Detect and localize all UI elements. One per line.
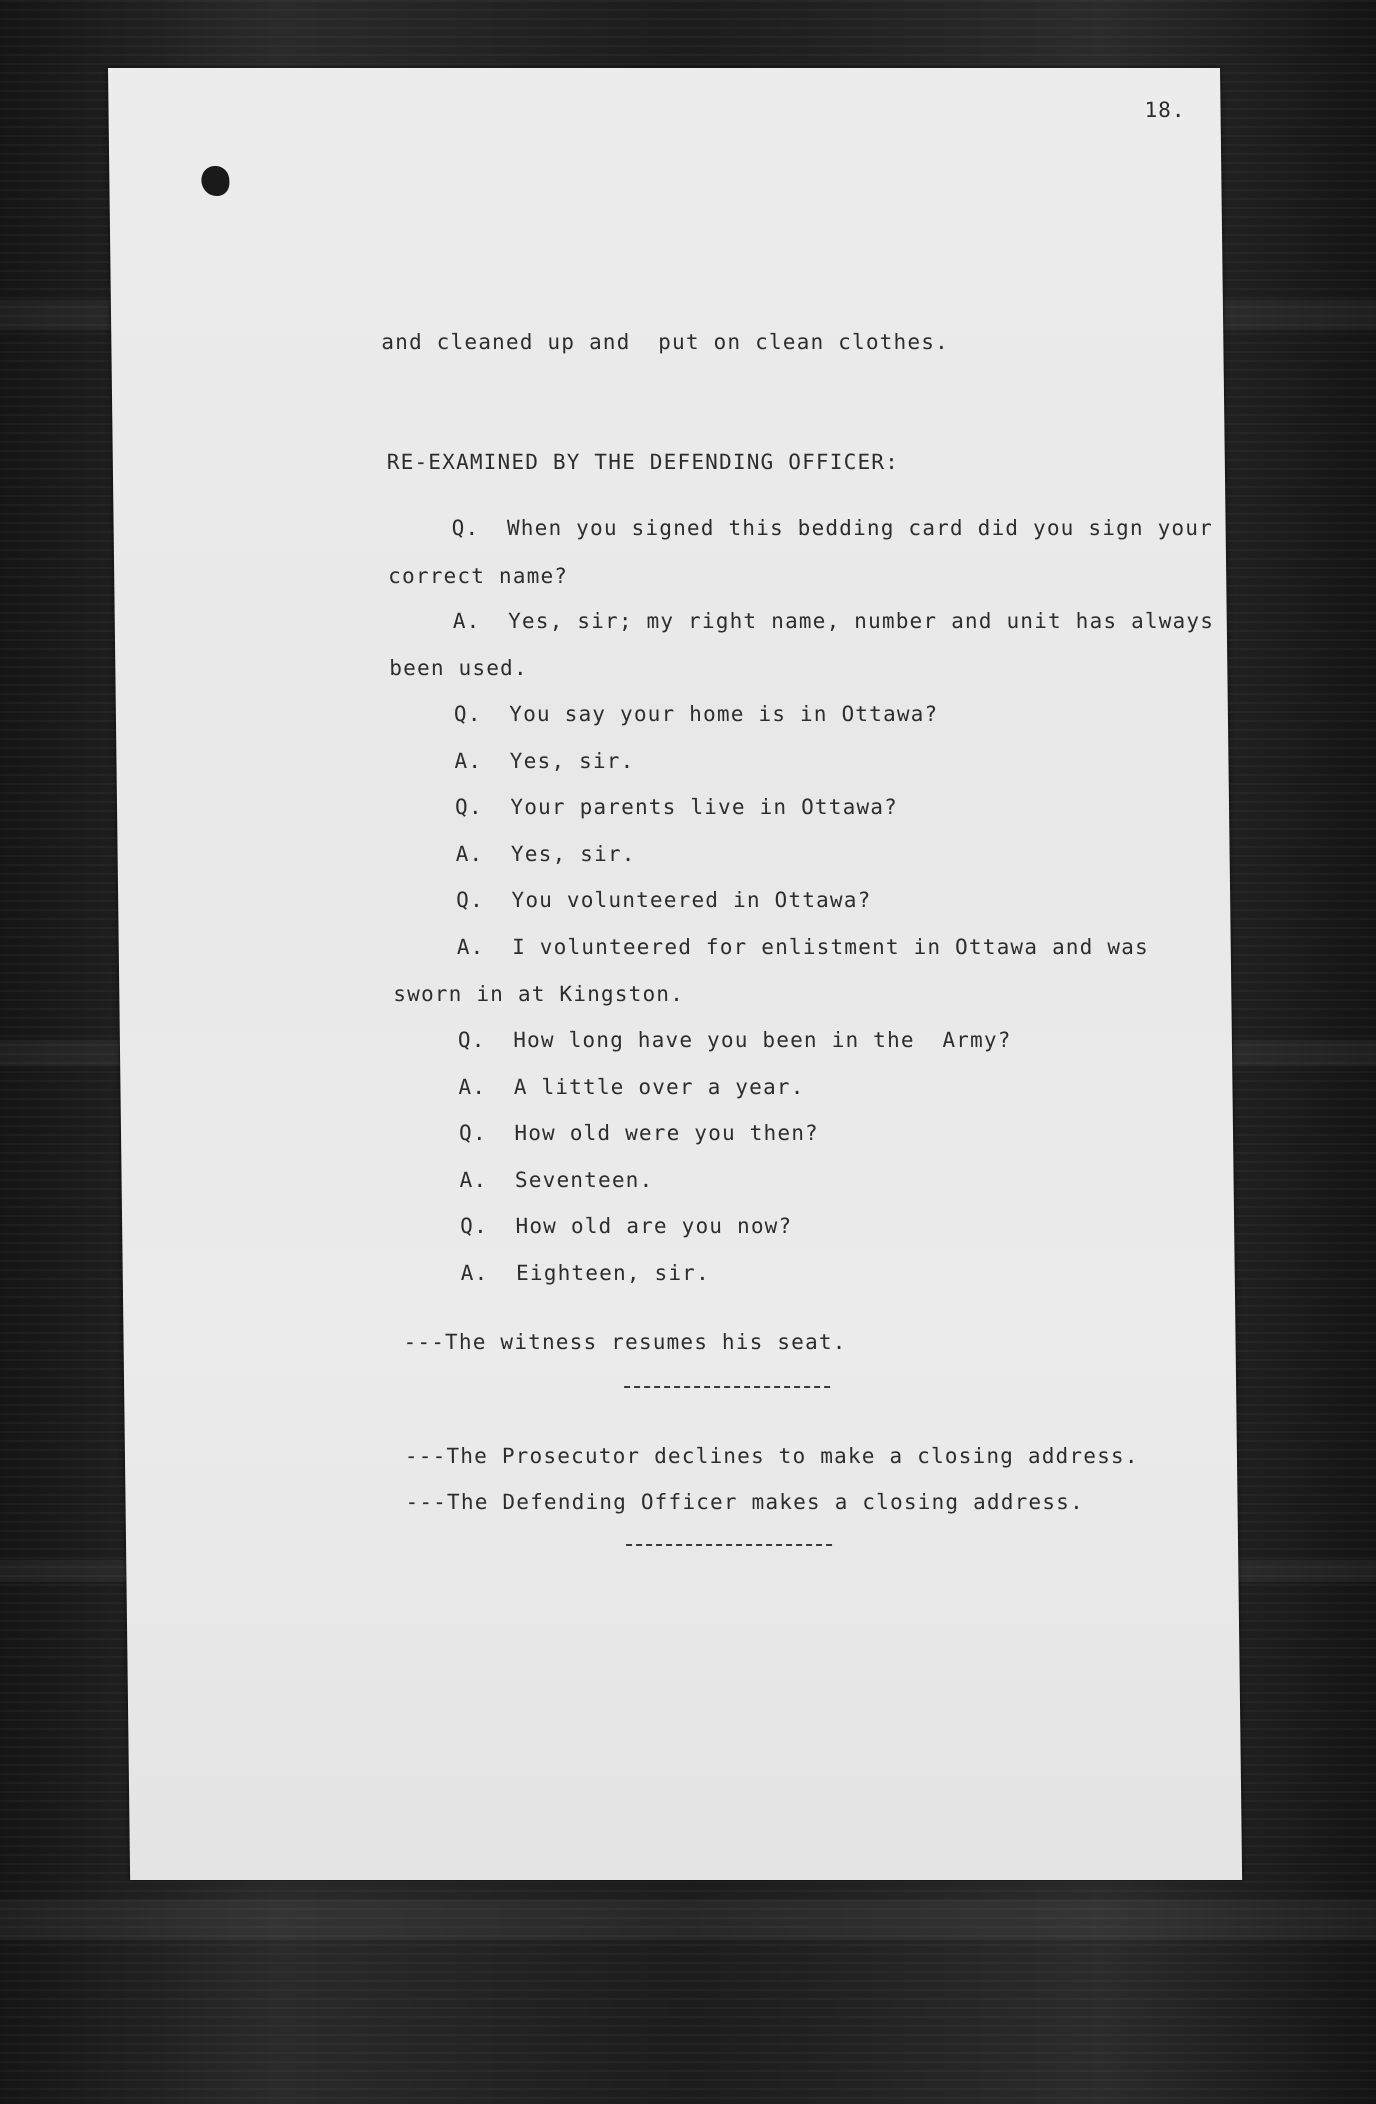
- witness-note: ---The witness resumes his seat.: [403, 1330, 847, 1354]
- defending-officer-note: ---The Defending Officer makes a closing address.: [405, 1490, 1084, 1514]
- transcript-line: A. A little over a year.: [458, 1075, 805, 1099]
- prosecutor-note: ---The Prosecutor declines to make a closing address.: [404, 1444, 1139, 1468]
- transcript-line: sworn in at Kingston.: [393, 982, 685, 1006]
- transcript-line: A. Yes, sir; my right name, number and unit has always: [452, 609, 1215, 633]
- transcript-line: A. Yes, sir.: [454, 749, 635, 773]
- transcript-line: Q. How old are you now?: [460, 1214, 793, 1238]
- transcript-line: Q. Your parents live in Ottawa?: [454, 795, 899, 819]
- transcript-line: Q. You say your home is in Ottawa?: [453, 702, 939, 726]
- transcript-line: A. Eighteen, sir.: [460, 1261, 711, 1285]
- opening-line: and cleaned up and put on clean clothes.: [381, 330, 950, 354]
- page-number: 18.: [1144, 98, 1186, 122]
- film-streak: [0, 1900, 1376, 1940]
- transcript-line: Q. You volunteered in Ottawa?: [456, 888, 872, 912]
- punch-hole: [201, 166, 229, 196]
- transcript-line: correct name?: [388, 564, 569, 588]
- section-heading: RE-EXAMINED BY THE DEFENDING OFFICER:: [386, 450, 900, 474]
- transcript-line: A. Seventeen.: [459, 1168, 654, 1192]
- transcript-line: A. Yes, sir.: [455, 842, 636, 866]
- transcript-line: been used.: [389, 656, 528, 680]
- transcript-line: Q. How old were you then?: [458, 1121, 820, 1145]
- document-page: [108, 68, 1242, 1880]
- section-divider: [626, 1544, 832, 1546]
- transcript-line: Q. When you signed this bedding card did you sign your: [451, 516, 1214, 540]
- section-divider: [624, 1386, 830, 1388]
- transcript-line: Q. How long have you been in the Army?: [457, 1028, 1012, 1052]
- transcript-line: A. I volunteered for enlistment in Ottawa and was: [456, 935, 1150, 959]
